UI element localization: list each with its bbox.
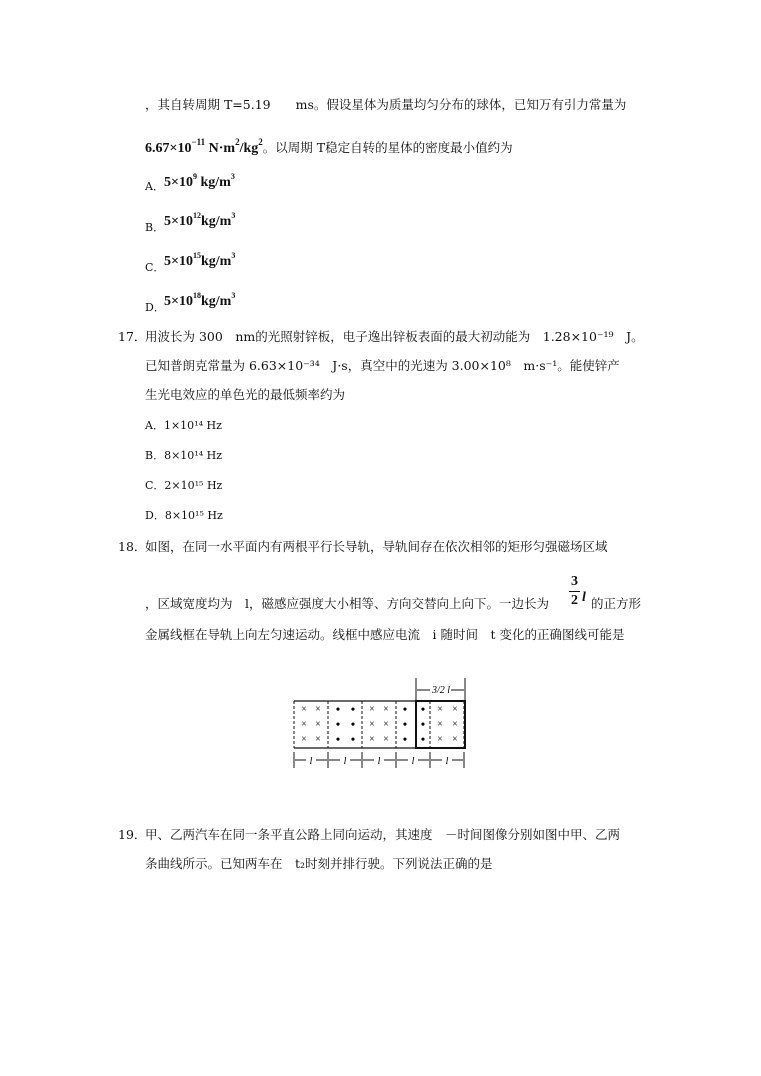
q16-option-c-label: C．	[145, 261, 165, 274]
q16-option-a-label: A．	[145, 180, 164, 193]
q16-line2: $6.67\times 10^{-11}$ $N\cdot m^2/kg^2$。以周期 T稳定自转的星体的密度最小值约为	[145, 137, 513, 156]
q17-option-c: C．2×10¹⁵ Hz	[145, 479, 223, 492]
q16-option-b-label: B．	[145, 221, 165, 234]
q18-line3: 金属线框在导轨上向左匀速运动。线框中感应电流 i 随时间 t 变化的正确图线可能是	[145, 627, 625, 642]
svg-text:×: ×	[383, 734, 389, 745]
svg-text:×: ×	[315, 719, 321, 730]
svg-text:•: •	[350, 702, 356, 716]
region-1-crosses	[301, 704, 321, 745]
svg-text:•: •	[335, 702, 341, 716]
svg-text:×: ×	[369, 704, 375, 715]
svg-text:•: •	[402, 717, 408, 731]
svg-text:•: •	[420, 717, 426, 731]
q16-option-a-value: $5\times 10^9$ $kg/m^3$	[164, 172, 235, 190]
gravitational-constant: $6.67\times 10^{-11}$ $N\cdot m^2/kg^2$	[145, 137, 263, 156]
q17-number: 17．	[118, 329, 147, 344]
q17-option-a: A．1×10¹⁴ Hz	[145, 419, 222, 432]
q16-option-d-label: D．	[145, 301, 165, 314]
svg-text:×: ×	[301, 704, 307, 715]
dim-label-2: l	[343, 756, 347, 767]
svg-text:×: ×	[301, 734, 307, 745]
region-3-crosses	[369, 704, 389, 745]
svg-text:×: ×	[452, 704, 458, 715]
region-5-crosses	[437, 704, 458, 745]
svg-text:•: •	[420, 702, 426, 716]
svg-text:×: ×	[452, 734, 458, 745]
q17-line3: 生光电效应的单色光的最低频率约为	[145, 387, 346, 402]
region-4-dots	[403, 702, 425, 746]
svg-text:×: ×	[369, 719, 375, 730]
fraction-variable: l	[582, 590, 586, 605]
q16-option-c-value: $5\times 10^{15}kg/m^3$	[164, 251, 236, 269]
q17-line2: 已知普朗克常量为 6.63×10⁻³⁴ J·s，真空中的光速为 3.00×10⁸ m·s⁻¹。能使锌产	[145, 358, 620, 373]
q17-option-d: D．8×10¹⁵ Hz	[145, 509, 223, 522]
fraction-denominator: 2	[571, 593, 578, 608]
fraction-numerator: 3	[571, 574, 578, 589]
dim-label-1: l	[309, 756, 313, 767]
svg-text:×: ×	[383, 719, 389, 730]
svg-text:•: •	[335, 717, 341, 731]
q16-line1: ，其自转周期 T=5.19 ms。假设星体为质量均匀分布的球体，已知万有引力常量为	[145, 97, 627, 112]
bottom-dimension-labels	[310, 756, 449, 767]
svg-text:•: •	[402, 732, 408, 746]
q16-option-b-value: $5\times 10^{12}kg/m^3$	[164, 211, 236, 229]
svg-text:×: ×	[315, 704, 321, 715]
q19-number: 19．	[118, 827, 147, 842]
fraction-bar	[569, 591, 580, 592]
q16-option-d-value: $5\times 10^{18}kg/m^3$	[164, 291, 236, 309]
svg-text:×: ×	[383, 704, 389, 715]
q19-line2: 条曲线所示。已知两车在 t₂时刻并排行驶。下列说法正确的是	[145, 856, 493, 871]
svg-text:•: •	[420, 732, 426, 746]
region-2-dots	[336, 702, 355, 746]
svg-text:×: ×	[301, 719, 307, 730]
magnetic-field-figure	[290, 676, 470, 772]
q19-line1: 甲、乙两汽车在同一条平直公路上同向运动，其速度 －时间图像分别如图中甲、乙两	[145, 827, 621, 842]
q17-option-b: B．8×10¹⁴ Hz	[145, 449, 222, 462]
svg-text:×: ×	[369, 734, 375, 745]
dim-label-3: l	[377, 756, 381, 767]
svg-text:×: ×	[437, 719, 443, 730]
svg-text:×: ×	[437, 734, 443, 745]
svg-text:×: ×	[437, 704, 443, 715]
q18-number: 18．	[118, 539, 147, 554]
q18-line2: ，区域宽度均为 l，磁感应强度大小相等、方向交替向上向下。一边长为	[145, 596, 549, 611]
q18-line1: 如图，在同一水平面内有两根平行长导轨，导轨间存在依次相邻的矩形匀强磁场区域	[145, 539, 608, 554]
loop-width-label: 3/2 l	[431, 685, 451, 696]
fraction-three-halves	[569, 574, 580, 609]
q18-line2-tail: 的正方形	[591, 596, 642, 611]
svg-text:•: •	[335, 732, 341, 746]
svg-text:×: ×	[315, 734, 321, 745]
q17-line1: 用波长为 300 nm的光照射锌板，电子逸出锌板表面的最大初动能为 1.28×10⁻¹⁹ J。	[145, 329, 644, 344]
dim-label-4: l	[411, 756, 415, 767]
svg-text:•: •	[350, 717, 356, 731]
svg-text:×: ×	[452, 719, 458, 730]
svg-text:•: •	[402, 702, 408, 716]
svg-text:•: •	[350, 732, 356, 746]
dim-label-5: l	[445, 756, 449, 767]
